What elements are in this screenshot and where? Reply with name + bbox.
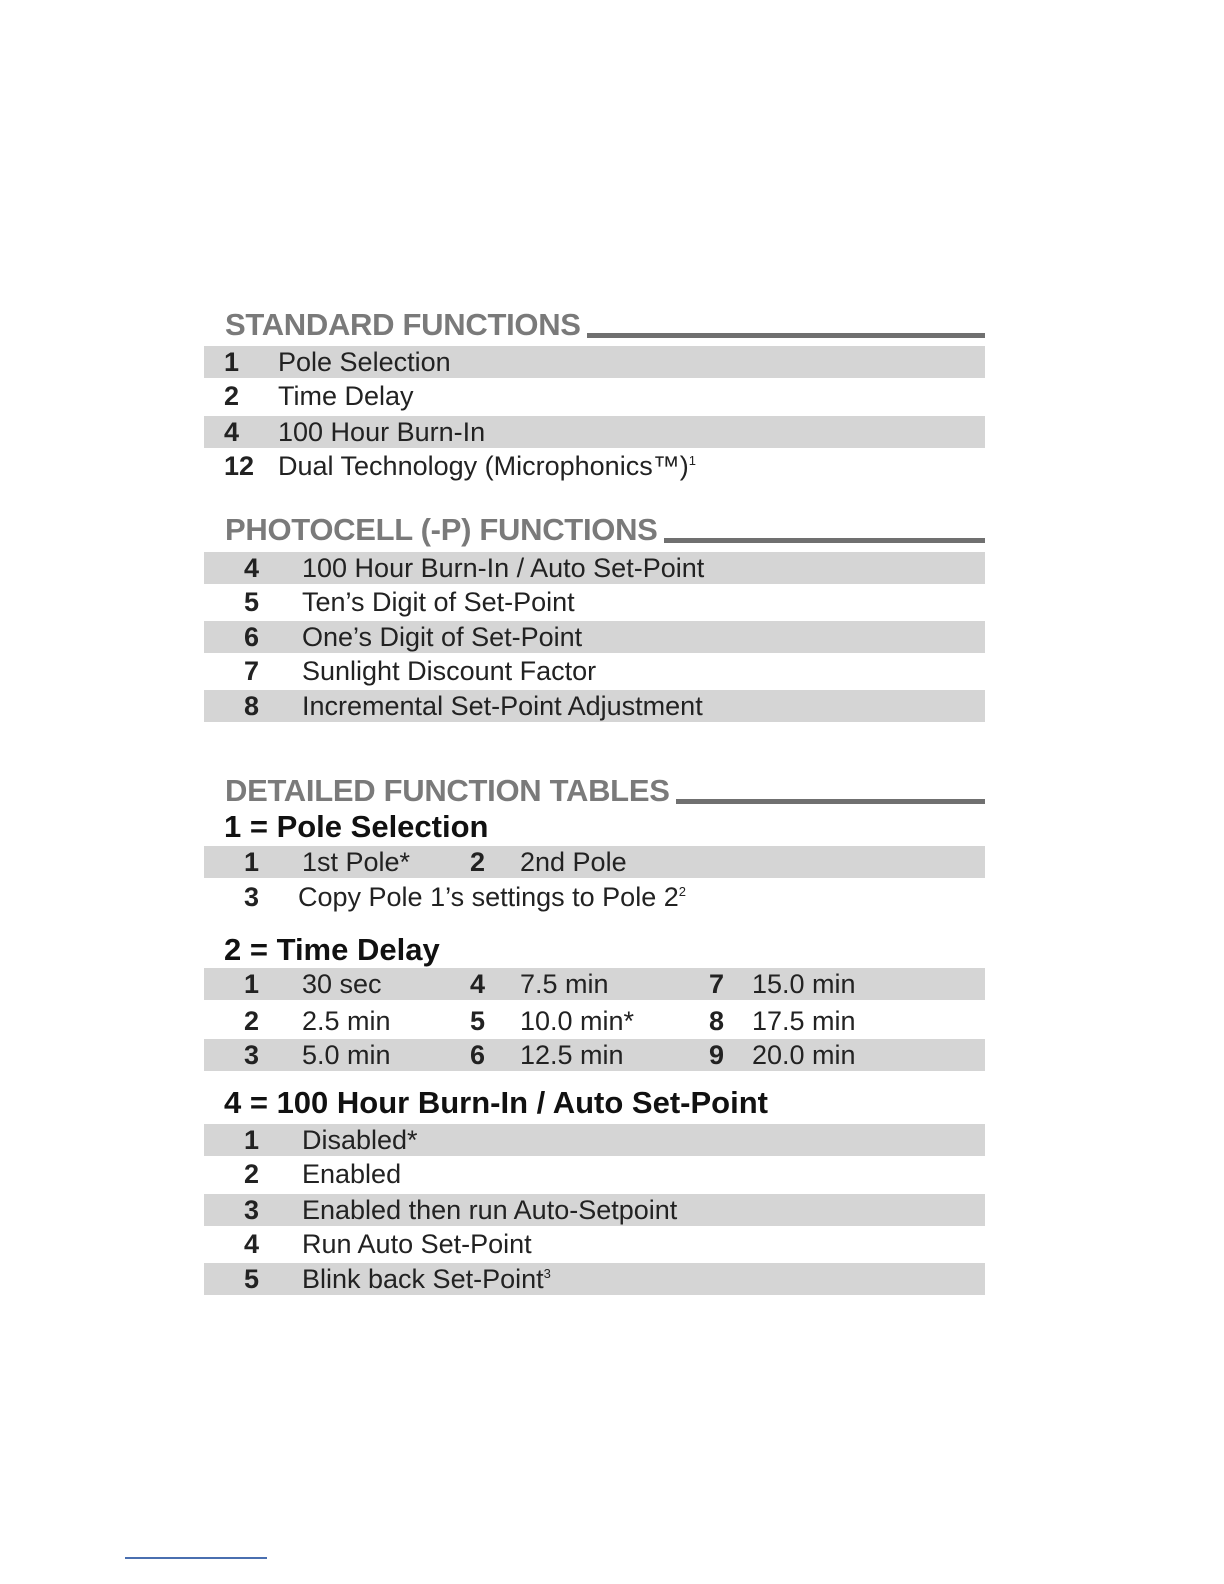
- footnote-marker: 2: [678, 884, 686, 899]
- standard-row-4: [204, 450, 985, 482]
- option-label: Disabled*: [302, 1125, 418, 1155]
- standard-row-3: [204, 416, 985, 448]
- option-label: 5.0 min: [302, 1040, 391, 1070]
- option-number: 8: [709, 1006, 725, 1036]
- option-label-wrap: [302, 1263, 551, 1295]
- photocell-functions-header: [225, 505, 985, 545]
- photocell-functions-title: PHOTOCELL (-P) FUNCTIONS: [225, 512, 658, 547]
- burnin-row-3: [204, 1194, 985, 1226]
- function-label: 100 Hour Burn-In: [278, 417, 486, 447]
- function-number: 6: [244, 622, 260, 652]
- section-rule: [676, 799, 985, 804]
- function-label: Pole Selection: [278, 347, 451, 377]
- function-label: Incremental Set-Point Adjustment: [302, 691, 703, 721]
- option-number: 4: [470, 969, 486, 999]
- option-label: 2nd Pole: [520, 847, 627, 877]
- option-number: 7: [709, 969, 725, 999]
- function-label: Dual Technology (Microphonics™): [278, 451, 689, 481]
- option-label: 12.5 min: [520, 1040, 624, 1070]
- burn-in-heading: 4 = 100 Hour Burn-In / Auto Set-Point: [224, 1085, 768, 1120]
- standard-functions-title: STANDARD FUNCTIONS: [225, 307, 581, 342]
- pole-row-2: [204, 881, 985, 913]
- function-number: 12: [224, 451, 255, 481]
- option-number: 3: [244, 882, 260, 912]
- section-rule: [664, 538, 985, 543]
- function-label: Time Delay: [278, 381, 414, 411]
- option-label: Run Auto Set-Point: [302, 1229, 532, 1259]
- delay-row-1: [204, 968, 985, 1000]
- time-delay-heading: 2 = Time Delay: [224, 932, 440, 967]
- burnin-row-1: [204, 1124, 985, 1156]
- option-number: 5: [244, 1264, 260, 1294]
- detailed-tables-title: DETAILED FUNCTION TABLES: [225, 773, 670, 808]
- option-number: 1: [244, 969, 260, 999]
- option-label-wrap: [298, 881, 686, 913]
- option-number: 2: [470, 847, 486, 877]
- photocell-row-2: [204, 586, 985, 618]
- function-number: 8: [244, 691, 260, 721]
- pole-row-1: [204, 846, 985, 878]
- option-number: 3: [244, 1195, 260, 1225]
- option-label: 17.5 min: [752, 1006, 856, 1036]
- standard-row-1: [204, 346, 985, 378]
- function-label-wrap: [278, 450, 696, 482]
- option-number: 4: [244, 1229, 260, 1259]
- delay-row-2: [204, 1005, 985, 1037]
- option-number: 9: [709, 1040, 725, 1070]
- pole-selection-heading: 1 = Pole Selection: [224, 809, 489, 844]
- option-number: 1: [244, 1125, 260, 1155]
- photocell-row-3: [204, 621, 985, 653]
- function-number: 4: [224, 417, 240, 447]
- option-number: 1: [244, 847, 260, 877]
- option-label: 30 sec: [302, 969, 382, 999]
- burnin-row-5: [204, 1263, 985, 1295]
- section-rule: [587, 333, 985, 338]
- photocell-row-5: [204, 690, 985, 722]
- standard-functions-header: [225, 300, 985, 340]
- option-label: Copy Pole 1’s settings to Pole 2: [298, 882, 679, 912]
- footnote-marker: 3: [543, 1266, 551, 1281]
- photocell-row-1: [204, 552, 985, 584]
- option-number: 2: [244, 1006, 260, 1036]
- option-label: Enabled then run Auto-Setpoint: [302, 1195, 678, 1225]
- option-label: 7.5 min: [520, 969, 609, 999]
- delay-row-3: [204, 1039, 985, 1071]
- option-label: 10.0 min*: [520, 1006, 635, 1036]
- standard-row-2: [204, 380, 985, 412]
- option-number: 6: [470, 1040, 486, 1070]
- function-label: Sunlight Discount Factor: [302, 656, 597, 686]
- photocell-row-4: [204, 655, 985, 687]
- function-label: Ten’s Digit of Set-Point: [302, 587, 575, 617]
- burnin-row-4: [204, 1228, 985, 1260]
- option-label: Blink back Set-Point: [302, 1264, 544, 1294]
- function-label: One’s Digit of Set-Point: [302, 622, 583, 652]
- burnin-row-2: [204, 1158, 985, 1190]
- function-number: 5: [244, 587, 260, 617]
- option-label: Enabled: [302, 1159, 402, 1189]
- function-number: 7: [244, 656, 260, 686]
- function-number: 1: [224, 347, 240, 377]
- option-label: 1st Pole*: [302, 847, 411, 877]
- function-number: 2: [224, 381, 240, 411]
- detailed-tables-header: [225, 766, 985, 806]
- option-number: 5: [470, 1006, 486, 1036]
- footnote-marker: 1: [688, 453, 696, 468]
- option-label: 15.0 min: [752, 969, 856, 999]
- footnote-separator: [125, 1557, 267, 1559]
- option-label: 2.5 min: [302, 1006, 391, 1036]
- option-label: 20.0 min: [752, 1040, 856, 1070]
- option-number: 3: [244, 1040, 260, 1070]
- function-label: 100 Hour Burn-In / Auto Set-Point: [302, 553, 705, 583]
- option-number: 2: [244, 1159, 260, 1189]
- function-number: 4: [244, 553, 260, 583]
